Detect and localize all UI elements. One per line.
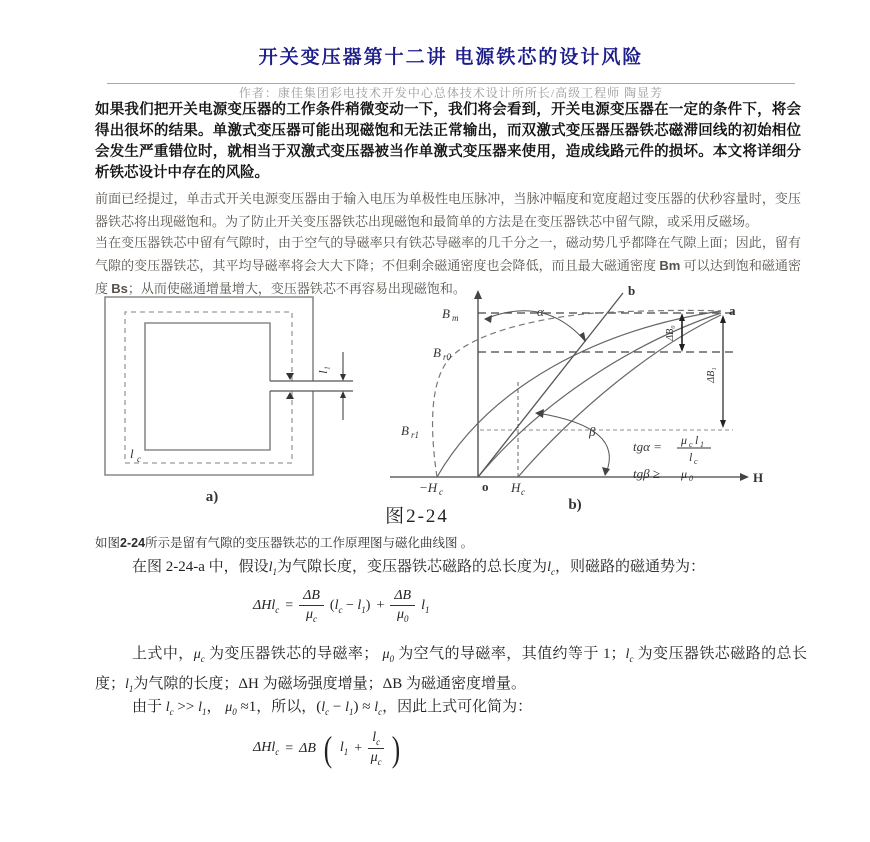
flux-path-length-label: l (130, 446, 134, 461)
tg-alpha-num-l: l (695, 433, 699, 447)
para-figure-ref: 在图 2-24-a 中，假设$l_1$为气隙长度，变压器铁芯磁路的总长度为$l_c$，则磁路的磁通势为： (132, 559, 705, 577)
gap-arrow-up-icon (286, 392, 294, 399)
bh-curve-diagram (385, 283, 785, 515)
tg-beta-mu: μ (681, 467, 688, 481)
hc-label: H (511, 480, 521, 495)
flux-path-length-sub: c (137, 454, 141, 464)
neg-hc-label: −H (419, 480, 438, 495)
beta-arc-start-arrow-icon (535, 409, 544, 418)
para-airgap-effect: 当在变压器铁芯中留有气隙时，由于空气的导磁率只有铁芯导磁率的几千分之一，磁动势几乎都降在气隙上面；因此，留有气隙的变压器铁芯，其平均导磁率将会大大下降；不但剩余磁通密度也会降低，而且最大磁通密度 Bm 可以达到饱和磁通密度 Bs；从而使磁通增量增大，变压器铁芯不再容易出现磁饱和。 (95, 235, 801, 296)
delta-b0-down-arrow-icon (679, 344, 685, 352)
fraction-db-over-mu-0: $\frac{\Delta B}{\mu_0}$ (390, 588, 415, 624)
gap-arrow-down-icon (286, 373, 294, 380)
alpha-label: α (537, 304, 544, 319)
formula-mmf-tail: $l_1$ (421, 597, 430, 615)
point-a-label: a (729, 303, 736, 318)
delta-b1-down-arrow-icon (720, 420, 726, 428)
load-line-b (478, 293, 623, 477)
coefficient-db: ΔB (299, 740, 316, 756)
gapped-curve-from-neg-hc (437, 311, 721, 477)
tg-alpha-den-l-sub: c (694, 457, 698, 466)
gapped-curve-from-origin (478, 313, 721, 477)
ungapped-hysteresis-dashed-curve (433, 310, 721, 477)
formula-mmf-paren-group: $(l_c - l_1)$ (329, 597, 371, 615)
author-line: 作者：康佳集团彩电技术开发中心总体技术设计所所长/高级工程师 陶显芳 (238, 86, 664, 100)
plus-sign: + (354, 740, 363, 756)
para-simplify-intro: 由于 $l_c >> l_1$， $\mu_0 \approx 1$，所以，$(l_c - l_1) \approx l_c$，因此上式可化简为： (132, 699, 533, 717)
delta-b1-label: ΔB₁ (706, 367, 717, 383)
para-intro-bold: 如果我们把开关电源变压器的工作条件稍微变动一下，我们将会看到，开关电源变压器在一定的条件下，将会得出很坏的结果。单激式变压器可能出现磁饱和无法正常输出，而双激式变压器压器铁芯磁滞回线的初始相位会发生严重错位时，就相当于双激式变压器被当作单激式变压器来使用，造成线路元件的损坏。本文将详细分析铁芯设计中存在的风险。 (95, 102, 801, 181)
formula-mmf-lhs: ΔHl$_c$ (253, 597, 280, 615)
bm-label-sub: m (452, 313, 459, 323)
dim-arrow-up-icon (340, 391, 346, 398)
core-with-airgap-diagram (100, 292, 358, 507)
flux-path-dashed (125, 312, 292, 463)
b-axis-arrow-icon (474, 290, 482, 299)
h-axis-arrow-icon (740, 473, 749, 481)
br1-label-sub: r1 (411, 430, 420, 440)
close-paren: ) (391, 728, 401, 769)
alpha-arc-right-arrow-icon (579, 332, 586, 342)
formula-simplified (253, 730, 402, 767)
delta-b1-up-arrow-icon (720, 315, 726, 323)
figure-caption: 图2-24 (385, 506, 449, 527)
tg-alpha-num-l-sub: 1 (700, 440, 704, 449)
br0-label-sub: r0 (443, 352, 452, 362)
delta-b0-up-arrow-icon (679, 313, 685, 321)
alpha-arc-left-arrow-icon (484, 315, 492, 323)
formula-mmf (253, 588, 430, 624)
gap-length-label: l₁ (316, 366, 330, 374)
plus-sign: + (376, 598, 385, 614)
para-symbol-explain: 上式中，$\mu_c$ 为变压器铁芯的导磁率； $\mu_0$ 为空气的导磁率，其值约等于 1；$l_c$ 为变压器铁芯磁路的总长度；$l_1$为气隙的长度；ΔH 为磁场强度增量；ΔB 为磁通密度增量。 (95, 646, 807, 694)
br1-label: B (401, 423, 409, 438)
neg-hc-label-sub: c (439, 487, 443, 497)
tg-beta-lhs: tgβ ≥ (633, 466, 660, 481)
line-b-label: b (628, 283, 636, 298)
para-figure-note: 如图2-24所示是留有气隙的变压器铁芯的工作原理图与磁化曲线图 。 (95, 536, 474, 550)
page-title: 开关变压器第十二讲 电源铁芯的设计风险 (107, 42, 795, 84)
tg-alpha-lhs: tgα = (633, 439, 662, 454)
hc-label-sub: c (521, 487, 525, 497)
dim-arrow-down-icon (340, 374, 346, 381)
core-window-edge (145, 323, 270, 450)
beta-arc (537, 413, 609, 473)
subfigure-b-label: b) (568, 497, 582, 513)
tg-alpha-num-mu: μ (681, 433, 688, 447)
open-paren: ( (323, 728, 333, 769)
fraction-db-over-mu-c: $\frac{\Delta B}{\mu_c}$ (299, 588, 324, 624)
term-l1: $l_1$ (339, 740, 349, 758)
tg-beta-mu-sub: 0 (689, 474, 693, 483)
h-axis-label: H (753, 470, 764, 485)
tg-alpha-den-l: l (689, 450, 693, 464)
origin-label: o (482, 479, 489, 494)
formula-simplified-lhs: ΔHl$_c$ (253, 740, 280, 758)
fraction-lc-over-mu-c: $\frac{l_c}{\mu_c}$ (368, 730, 384, 767)
bm-label: B (442, 306, 450, 321)
beta-arc-end-arrow-icon (602, 467, 610, 476)
br0-label: B (433, 345, 441, 360)
equals-sign: = (285, 598, 294, 614)
tg-alpha-num-mu-sub: c (689, 440, 693, 449)
subfigure-a-label: a) (205, 489, 219, 505)
beta-label: β (589, 424, 596, 439)
para-gap-intro: 前面已经提过，单击式开关电源变压器由于输入电压为单极性电压脉冲，当脉冲幅度和宽度超过变压器的伏秒容量时，变压器铁芯将出现磁饱和。为了防止开关变压器铁芯出现磁饱和最简单的方法是在变压器铁芯中留气隙，或采用反磁场。 (95, 191, 801, 229)
equals-sign: = (285, 740, 294, 756)
delta-b0-label: ΔB₀ (665, 325, 676, 341)
